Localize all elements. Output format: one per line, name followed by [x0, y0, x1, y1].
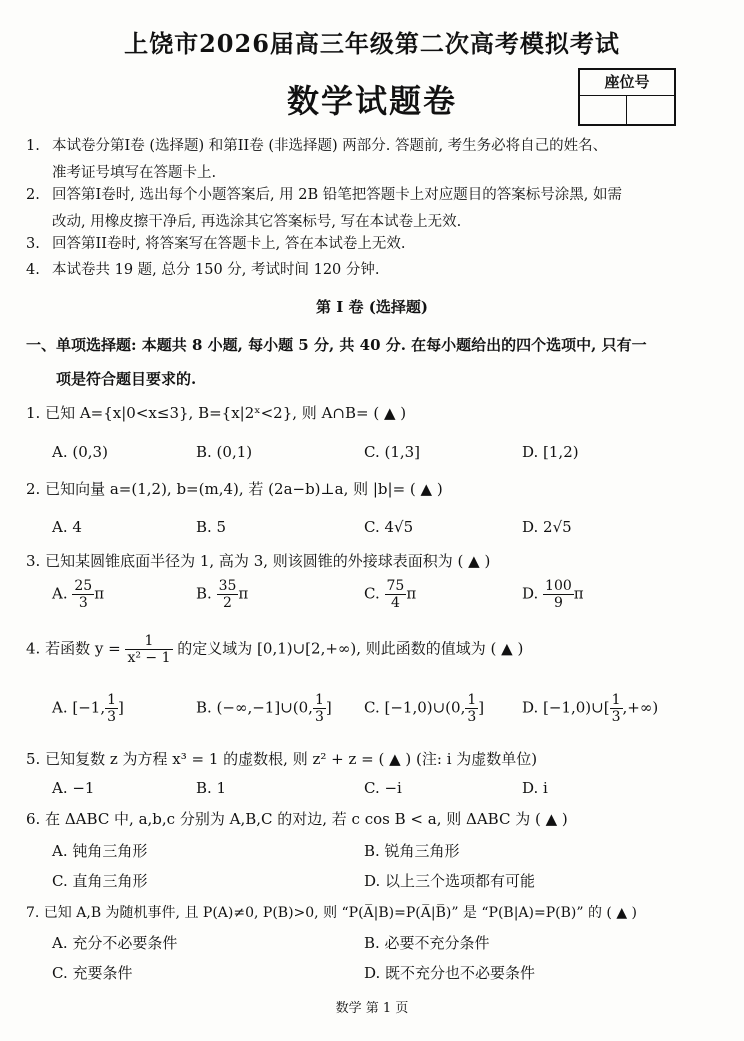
q6-option-a: A. 钝角三角形 — [52, 842, 148, 860]
option-prefix: C. [−1,0)∪(0, — [364, 698, 466, 717]
instruction-3 — [26, 233, 406, 255]
instruction-line: 本试卷分第I卷 (选择题) 和第II卷 (非选择题) 两部分. 答题前, 考生务必将自己的姓名、 — [52, 138, 608, 154]
option-suffix: ] — [325, 698, 332, 717]
page-footer: 数学 第 1 页 — [335, 1001, 409, 1016]
option-prefix: B. (−∞,−1]∪(0, — [196, 698, 313, 717]
q4-option-c — [364, 692, 484, 725]
q2-option-b: B. 5 — [196, 518, 227, 536]
numerator: 1 — [467, 692, 477, 708]
q3-option-d — [522, 578, 584, 611]
fraction — [465, 692, 478, 725]
option-suffix: ,+∞) — [622, 698, 659, 717]
numerator: 1 — [314, 692, 324, 708]
q6-option-c: C. 直角三角形 — [52, 872, 148, 890]
instruction-number: 1. — [26, 138, 40, 154]
question-7-stem: 7. 已知 A,B 为随机事件, 且 P(A)≠0, P(B)>0, 则 “P(A̅|B)=P(A̅|B̅)” 是 “P(B|A)=P(B)” 的 ( ▲ ) — [26, 905, 638, 921]
fraction — [105, 692, 118, 725]
q1-option-c: C. (1,3] — [364, 443, 421, 461]
instruction-line: 改动, 用橡皮擦干净后, 再选涂其它答案标号, 写在本试卷上无效. — [52, 214, 462, 230]
q3-option-c — [364, 578, 416, 611]
fraction — [72, 578, 94, 611]
q3-option-b — [196, 578, 248, 611]
numerator: 75 — [386, 578, 405, 594]
q2-option-c: C. 4√5 — [364, 518, 414, 536]
q4-option-a — [52, 692, 124, 725]
question-6-stem: 6. 在 ΔABC 中, a,b,c 分别为 A,B,C 的对边, 若 c cos B < a, 则 ΔABC 为 ( ▲ ) — [26, 810, 568, 828]
q7-option-b: B. 必要不充分条件 — [364, 934, 490, 952]
denominator: 3 — [78, 595, 88, 611]
option-label: A. — [52, 584, 68, 603]
part-one-heading-cont: 项是符合题目要求的. — [56, 370, 197, 388]
q2-option-a: A. 4 — [52, 518, 82, 536]
q6-option-b: B. 锐角三角形 — [364, 842, 460, 860]
instruction-line: 准考证号填写在答题卡上. — [52, 165, 217, 181]
instruction-line: 回答第I卷时, 选出每个小题答案后, 用 2B 铅笔把答题卡上对应题目的答案标号涂黑, 如需 — [52, 187, 622, 203]
numerator: 1 — [107, 692, 117, 708]
seat-cell-left — [580, 96, 627, 124]
instruction-line: 本试卷共 19 题, 总分 150 分, 考试时间 120 分钟. — [52, 262, 380, 278]
q3-option-a — [52, 578, 104, 611]
denominator: 3 — [107, 709, 117, 725]
option-prefix: D. [−1,0)∪[ — [522, 698, 610, 717]
q4-option-d — [522, 692, 658, 725]
denominator: 4 — [390, 595, 400, 611]
denominator: 3 — [314, 709, 324, 725]
q7-option-d: D. 既不充分也不必要条件 — [364, 964, 536, 982]
instruction-2 — [26, 184, 622, 230]
question-5-stem: 5. 已知复数 z 为方程 x³ = 1 的虚数根, 则 z² + z = ( ▲ ) (注: i 为虚数单位) — [26, 750, 538, 768]
exam-title: 上饶市2026届高三年级第二次高考模拟考试 — [124, 29, 620, 58]
option-suffix: ] — [118, 698, 124, 717]
seat-number-box — [578, 68, 676, 126]
instruction-number: 4. — [26, 262, 40, 278]
q1-option-d: D. [1,2) — [522, 443, 579, 461]
q5-option-a: A. −1 — [52, 779, 95, 797]
section-title: 第 I 卷 (选择题) — [316, 298, 428, 316]
stem-prefix: 4. 若函数 y = — [26, 639, 121, 658]
numerator: 35 — [218, 578, 237, 594]
denominator: 9 — [553, 595, 563, 611]
denominator: 2 — [223, 595, 232, 611]
option-suffix: ] — [478, 698, 485, 717]
instruction-number: 2. — [26, 187, 40, 203]
seat-number-label: 座位号 — [580, 70, 674, 96]
option-label: C. — [364, 584, 380, 603]
part-one-heading: 一、单项选择题: 本题共 8 小题, 每小题 5 分, 共 40 分. 在每小题给出的四个选项中, 只有一 — [26, 336, 647, 354]
fraction — [125, 633, 172, 666]
q7-option-a: A. 充分不必要条件 — [52, 934, 178, 952]
q4-option-b — [196, 692, 332, 725]
q5-option-c: C. −i — [364, 779, 402, 797]
fraction — [543, 578, 574, 611]
option-label: B. — [196, 584, 212, 603]
fraction — [385, 578, 407, 611]
q5-option-d: D. i — [522, 779, 548, 797]
instruction-number: 3. — [26, 236, 40, 252]
question-3-stem: 3. 已知某圆锥底面半径为 1, 高为 3, 则该圆锥的外接球表面积为 ( ▲ ) — [26, 552, 491, 570]
q5-option-b: B. 1 — [196, 779, 227, 797]
fraction — [313, 692, 326, 725]
option-label: D. — [522, 584, 539, 603]
question-2-stem: 2. 已知向量 a=(1,2), b=(m,4), 若 (2a−b)⊥a, 则 |b|= ( ▲ ) — [26, 480, 443, 498]
numerator: 1 — [611, 692, 621, 708]
paper-title: 数学试题卷 — [286, 82, 457, 120]
q7-option-c: C. 充要条件 — [52, 964, 133, 982]
pi-symbol: π — [406, 584, 417, 603]
seat-cell-right — [627, 96, 673, 124]
stem-suffix: 的定义域为 [0,1)∪[2,+∞), 则此函数的值域为 ( ▲ ) — [177, 639, 524, 658]
pi-symbol: π — [94, 584, 105, 603]
denominator: 3 — [611, 709, 621, 725]
numerator: 1 — [125, 633, 172, 650]
instruction-1 — [26, 135, 608, 181]
numerator: 25 — [74, 578, 93, 594]
q1-option-b: B. (0,1) — [196, 443, 253, 461]
numerator: 100 — [545, 578, 572, 594]
pi-symbol: π — [238, 584, 249, 603]
instruction-line: 回答第II卷时, 将答案写在答题卡上, 答在本试卷上无效. — [52, 236, 406, 252]
denominator: x² − 1 — [127, 650, 171, 666]
question-4-stem — [26, 633, 523, 666]
question-1-stem: 1. 已知 A={x|0<x≤3}, B={x|2ˣ<2}, 则 A∩B= ( ▲ ) — [26, 404, 407, 422]
denominator: 3 — [467, 709, 477, 725]
fraction — [217, 578, 239, 611]
q1-option-a: A. (0,3) — [52, 443, 108, 461]
option-prefix: A. [−1, — [52, 698, 106, 717]
q2-option-d: D. 2√5 — [522, 518, 572, 536]
pi-symbol: π — [573, 584, 584, 603]
fraction — [610, 692, 623, 725]
q6-option-d: D. 以上三个选项都有可能 — [364, 872, 536, 890]
instruction-4 — [26, 259, 380, 281]
